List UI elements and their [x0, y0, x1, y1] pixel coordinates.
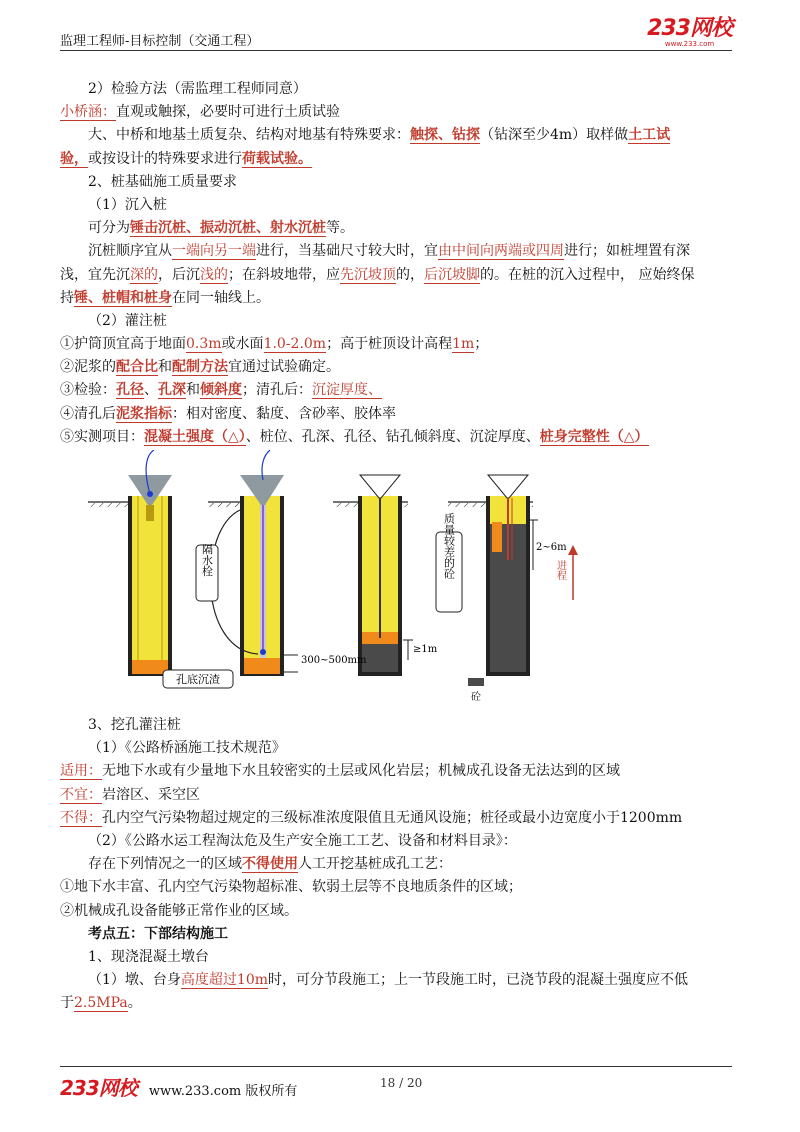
keyword: 射水沉桩 — [270, 220, 326, 237]
header-logo — [647, 18, 732, 48]
para: 2）检验方法（需监理工程师同意） — [88, 81, 307, 97]
header-title: 监理工程师-目标控制（交通工程） — [60, 34, 260, 49]
pile-3 — [358, 475, 402, 676]
text: 的。在桩的沉入过程中， 应始终保 — [480, 266, 695, 283]
concrete-swatch — [468, 678, 484, 686]
document-body-2 — [60, 714, 736, 1015]
text: 和 — [158, 359, 172, 376]
poor-label: 质量较差的砼 — [442, 513, 456, 579]
text: ，后沉 — [158, 266, 200, 283]
text: 或按设计的特殊要求进行 — [88, 150, 242, 167]
keyword: 验， — [60, 150, 88, 167]
keyword: 后沉坡脚 — [424, 266, 480, 283]
text: 无地下水或有少量地下水且较密实的土层或风化岩层；机械成孔设备无法达到的区域 — [102, 763, 620, 780]
para: （2）《公路水运工程淘汰危及生产安全施工工艺、设备和材料目录》： — [88, 832, 517, 849]
text: 。 — [127, 995, 142, 1012]
pile-2 — [240, 450, 284, 676]
keyword: 土工试 — [628, 127, 671, 144]
text: （钻深至少4m）取样做 — [480, 127, 629, 144]
para — [60, 240, 736, 263]
para — [60, 264, 736, 287]
para — [60, 333, 736, 356]
text: 存在下列情况之一的区域 — [88, 856, 242, 873]
para — [60, 356, 736, 379]
text: （1）墩、台身 — [88, 972, 181, 989]
para — [60, 426, 736, 449]
keyword: 不宜： — [60, 786, 102, 803]
keyword: 1m — [452, 336, 475, 353]
pile-1 — [128, 450, 172, 676]
para — [60, 217, 736, 240]
para — [60, 101, 736, 124]
text: ； — [474, 336, 489, 353]
text: 、桩位、孔深、孔径、钻孔倾斜度、沉淀厚度、 — [245, 428, 540, 445]
keyword: 高度超过10m — [180, 972, 269, 989]
text: 的， — [396, 266, 424, 283]
section-heading: 3、挖孔灌注桩 — [88, 717, 181, 733]
text: 孔内空气污染物超过规定的三级标准浓度限值且无通风设施；桩径或最小边宽度小于1200mm — [102, 809, 683, 826]
para — [60, 148, 736, 171]
footer — [60, 1072, 297, 1101]
para: ②机械成孔设备能够正常作业的区域。 — [60, 902, 298, 919]
text: 宜通过试验确定。 — [228, 359, 340, 376]
keyword: 锤击沉桩 — [130, 220, 186, 237]
footer-logo: 233网校 — [60, 1076, 137, 1100]
para — [60, 784, 736, 807]
text: ；在斜坡地带，应 — [228, 266, 340, 283]
keyword: 振动沉桩 — [200, 220, 256, 237]
text: 、 — [256, 220, 270, 237]
ge1m-label: ≥1m — [413, 644, 438, 655]
keyword: 锤、桩帽和桩身 — [74, 289, 172, 306]
keyword: 1.0-2.0m — [263, 336, 327, 353]
keyword: 钻探 — [452, 127, 480, 144]
text: ；高于桩顶设计高程 — [326, 336, 453, 353]
keyword: 适用： — [60, 763, 102, 780]
text: 浅，宜先沉 — [60, 266, 130, 283]
keyword: 配制方法 — [172, 359, 228, 376]
text: 、 — [144, 382, 158, 399]
progress-label: 进程 — [554, 560, 566, 580]
para — [60, 807, 736, 830]
section-heading: 1、现浇混凝土墩台 — [88, 948, 209, 965]
text: 于 — [60, 995, 74, 1012]
text: 岩溶区、采空区 — [102, 786, 200, 803]
text: ：相对密度、黏度、含砂率、胶体率 — [172, 405, 396, 422]
keyword: 孔深 — [158, 382, 186, 399]
keyword: 先沉坡顶 — [340, 266, 396, 283]
keyword: 一端向另一端 — [172, 243, 256, 260]
keyword: 配合比 — [116, 359, 158, 376]
section-heading: 考点五：下部结构施工 — [88, 925, 228, 942]
text: ②泥浆的 — [60, 359, 116, 376]
para — [60, 853, 736, 876]
depth-label: 2~6m — [536, 542, 567, 553]
subsection-heading: （2）灌注桩 — [88, 312, 167, 329]
keyword: 桩身完整性（△） — [539, 428, 649, 445]
keyword: 混凝土强度（△） — [144, 428, 246, 445]
keyword: 小桥涵： — [60, 104, 116, 121]
plug-label: 隔水栓 — [200, 543, 214, 577]
text: 、 — [438, 127, 452, 144]
keyword: 不得： — [60, 809, 102, 826]
progress-arrow-head — [568, 545, 578, 555]
header-rule — [60, 50, 732, 51]
text: 沉桩顺序宜从 — [88, 243, 172, 260]
text: 等。 — [326, 220, 354, 237]
concrete-label: 砼 — [471, 692, 481, 703]
para — [60, 969, 736, 992]
keyword: 0.3m — [186, 336, 222, 353]
document-body — [60, 78, 736, 449]
text: ③检验： — [60, 382, 116, 399]
para — [60, 379, 736, 402]
text: 在同一轴线上。 — [172, 289, 270, 306]
subsection-heading: （1）沉入桩 — [88, 196, 167, 213]
text: 大、中桥和地基土质复杂、结构对地基有特殊要求： — [88, 127, 410, 144]
para: ①地下水丰富、孔内空气污染物超标准、软弱土层等不良地质条件的区域； — [60, 879, 522, 896]
para — [60, 124, 736, 147]
keyword: 沉淀厚度、 — [312, 382, 382, 399]
para — [60, 992, 736, 1015]
keyword: 2.5MPa — [74, 995, 128, 1012]
text: ④清孔后 — [60, 405, 116, 422]
text: 时，可分节段施工；上一节段施工时，已浇节段的混凝土强度应不低 — [268, 972, 689, 989]
para: （1）《公路桥涵施工技术规范》 — [88, 740, 286, 757]
text: 进行；如桩埋置有深 — [564, 243, 690, 260]
keyword: 不得使用 — [242, 856, 298, 873]
keyword: 由中间向两端或四周 — [438, 243, 564, 260]
page-number: 18 / 20 — [380, 1076, 423, 1090]
text: 直观或触探，必要时可进行土质试验 — [116, 104, 340, 121]
text: 人工开挖基桩成孔工艺： — [298, 856, 452, 873]
logo-sub: www.233.com — [664, 40, 715, 48]
para — [60, 403, 736, 426]
para — [60, 760, 736, 783]
keyword: 深的 — [130, 266, 158, 283]
text: 或水面 — [221, 336, 264, 353]
text: ；清孔后： — [242, 382, 312, 399]
gap-label: 300~500mm — [301, 655, 367, 666]
text: 和 — [186, 382, 200, 399]
text: 进行，当基础尺寸较大时，宜 — [256, 243, 438, 260]
bored-pile-diagram — [88, 450, 578, 710]
text: 、 — [186, 220, 200, 237]
keyword: 泥浆指标 — [116, 405, 172, 422]
section-heading: 2、桩基础施工质量要求 — [88, 173, 237, 190]
text: ①护筒顶宜高于地面 — [60, 336, 186, 353]
pile-4 — [486, 475, 530, 676]
sediment-label: 孔底沉渣 — [176, 673, 220, 686]
keyword: 触探 — [410, 127, 438, 144]
keyword: 倾斜度 — [200, 382, 242, 399]
footer-rule — [60, 1066, 732, 1067]
footer-text: www.233.com 版权所有 — [148, 1084, 298, 1099]
keyword: 孔径 — [116, 382, 144, 399]
text: 持 — [60, 289, 74, 306]
para — [60, 287, 736, 310]
text: 可分为 — [88, 220, 130, 237]
text: ⑤实测项目： — [60, 428, 144, 445]
keyword: 浅的 — [200, 266, 228, 283]
keyword: 荷载试验。 — [242, 150, 312, 167]
logo-main: 233网校 — [647, 16, 732, 41]
